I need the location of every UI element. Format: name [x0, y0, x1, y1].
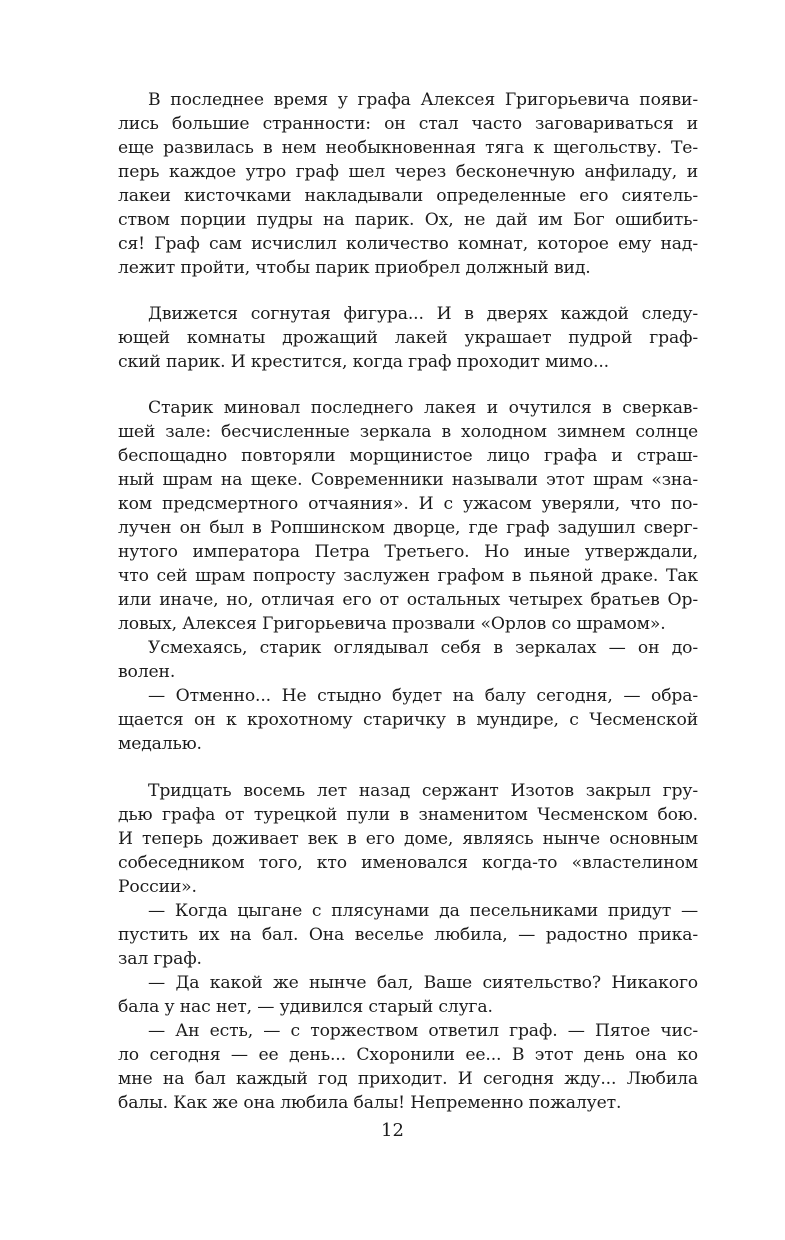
- text-line: ством порции пудры на парик. Ох, не дай им Бог ошибить-: [118, 210, 698, 230]
- text-line: лакеи кисточками накладывали определенные его сиятель-: [118, 186, 698, 206]
- text-line: — Отменно... Не стыдно будет на балу сегодня, — обра-: [148, 686, 698, 706]
- page-number: 12: [381, 1120, 404, 1141]
- text-line: — Ан есть, — с торжеством ответил граф. — Пятое чис-: [148, 1021, 698, 1041]
- text-line: зал граф.: [118, 949, 202, 969]
- text-line: мне на бал каждый год приходит. И сегодня жду... Любила: [118, 1069, 698, 1089]
- text-line: ющей комнаты дрожащий лакей украшает пудрой граф-: [118, 328, 698, 348]
- text-line: перь каждое утро граф шел через бесконечную анфиладу, и: [118, 162, 698, 182]
- text-line: шей зале: бесчисленные зеркала в холодном зимнем солнце: [118, 422, 698, 442]
- text-line: что сей шрам попросту заслужен графом в пьяной драке. Так: [118, 566, 698, 586]
- text-line: дью графа от турецкой пули в знаменитом Чесменском бою.: [118, 805, 698, 825]
- text-line: ком предсмертного отчаяния». И с ужасом уверяли, что по-: [118, 494, 698, 514]
- text-line: Движется согнутая фигура... И в дверях каждой следу-: [148, 304, 698, 324]
- text-line: нутого императора Петра Третьего. Но иные утверждали,: [118, 542, 698, 562]
- text-line: В последнее время у графа Алексея Григорьевича появи-: [148, 90, 698, 110]
- text-line: лучен он был в Ропшинском дворце, где граф задушил сверг-: [118, 518, 698, 538]
- text-line: беспощадно повторяли морщинистое лицо графа и страш-: [118, 446, 698, 466]
- text-line: волен.: [118, 662, 176, 682]
- text-line: России».: [118, 877, 197, 897]
- text-line: — Когда цыгане с плясунами да песельниками придут —: [148, 901, 698, 921]
- text-line: собеседником того, кто именовался когда-то «властелином: [118, 853, 698, 873]
- text-line: Усмехаясь, старик оглядывал себя в зеркалах — он до-: [148, 638, 698, 658]
- text-line: щается он к крохотному старичку в мундире, с Чесменской: [118, 710, 698, 730]
- text-line: Старик миновал последнего лакея и очутился в сверкав-: [148, 398, 698, 418]
- text-line: ский парик. И крестится, когда граф проходит мимо...: [118, 352, 609, 372]
- text-line: И теперь доживает век в его доме, являясь нынче основным: [118, 829, 698, 849]
- text-line: — Да какой же нынче бал, Ваше сиятельство? Никакого: [148, 973, 698, 993]
- text-line: ся! Граф сам исчислил количество комнат, которое ему над-: [118, 234, 698, 254]
- text-line: медалью.: [118, 734, 202, 754]
- text-line: или иначе, но, отличая его от остальных четырех братьев Ор-: [118, 590, 698, 610]
- text-line: Тридцать восемь лет назад сержант Изотов закрыл гру-: [148, 781, 698, 801]
- text-line: бала у нас нет, — удивился старый слуга.: [118, 997, 493, 1017]
- text-line: ловых, Алексея Григорьевича прозвали «Орлов со шрамом».: [118, 614, 666, 634]
- text-line: пустить их на бал. Она веселье любила, — радостно прика-: [118, 925, 698, 945]
- text-line: ло сегодня — ее день... Схоронили ее... В этот день она ко: [118, 1045, 698, 1065]
- text-line: еще развилась в нем необыкновенная тяга к щегольству. Те-: [118, 138, 698, 158]
- text-line: лежит пройти, чтобы парик приобрел должный вид.: [118, 258, 591, 278]
- text-line: лись большие странности: он стал часто заговариваться и: [118, 114, 698, 134]
- text-line: балы. Как же она любила балы! Непременно пожалует.: [118, 1093, 622, 1113]
- text-line: ный шрам на щеке. Современники называли этот шрам «зна-: [118, 470, 698, 490]
